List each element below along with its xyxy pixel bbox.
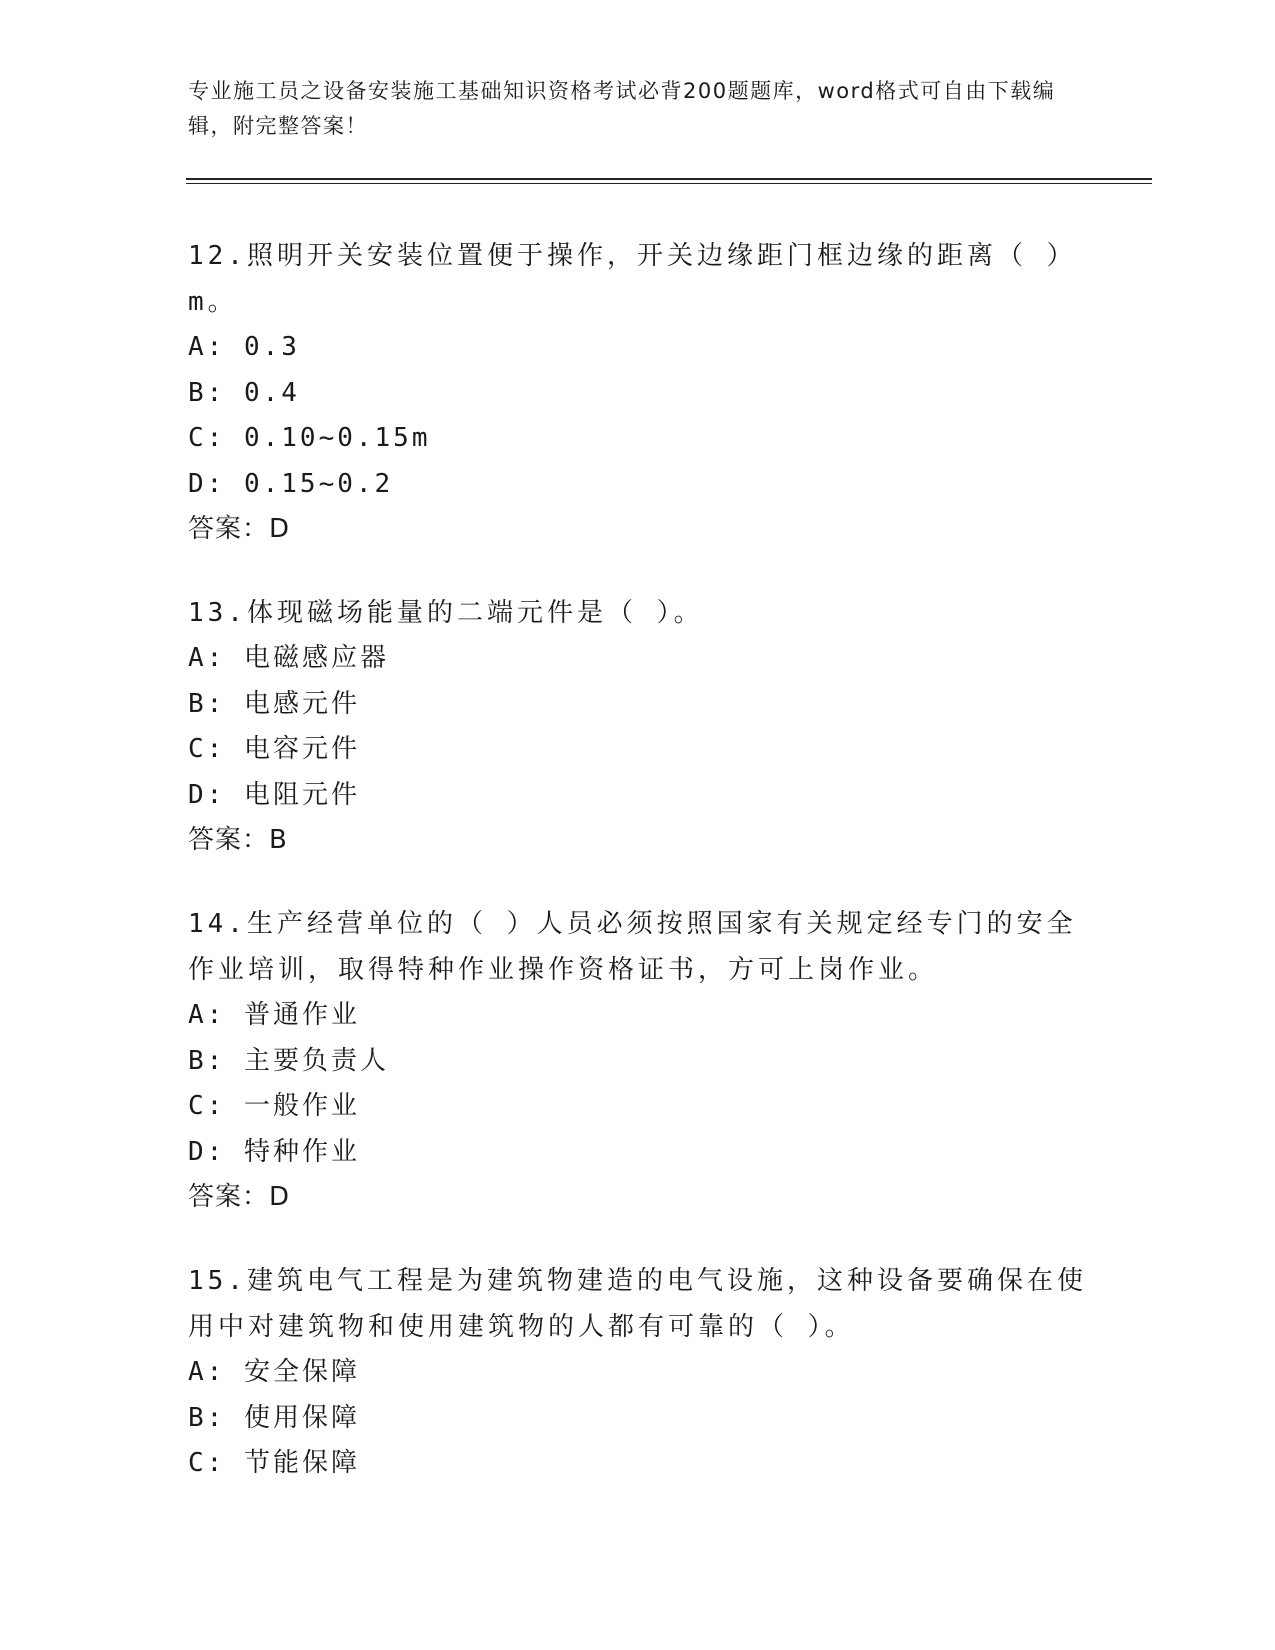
option-c: C: 一般作业 — [188, 1091, 360, 1121]
question-list — [188, 233, 1088, 1525]
question-stem: 15.建筑电气工程是为建筑物建造的电气设施，这种设备要确保在使用中对建筑物和使用建筑物的人都有可靠的（ ）。 — [188, 1266, 1087, 1342]
option-d: D: 特种作业 — [188, 1136, 360, 1167]
question-15 — [188, 1258, 1088, 1487]
question-stem: 14.生产经营单位的（ ）人员必须按照国家有关规定经专门的安全作业培训，取得特种作业操作资格证书，方可上岗作业。 — [188, 909, 1077, 985]
option-b: B: 主要负责人 — [188, 1045, 389, 1076]
question-stem: 13.体现磁场能量的二端元件是（ ）。 — [188, 598, 704, 628]
option-a: A: 0.3 — [188, 332, 300, 362]
option-a: A: 安全保障 — [188, 1357, 360, 1387]
option-a: A: 普通作业 — [188, 1000, 360, 1030]
option-c: C: 电容元件 — [188, 734, 360, 764]
question-13 — [188, 590, 1088, 863]
question-14 — [188, 901, 1088, 1220]
answer-line: 答案：B — [188, 825, 288, 855]
answer-line: 答案：D — [188, 514, 291, 544]
option-d: D: 电阻元件 — [188, 779, 360, 810]
header-divider-thick — [186, 178, 1152, 180]
option-b: B: 电感元件 — [188, 688, 360, 719]
option-d: D: 0.15~0.2 — [188, 468, 394, 499]
answer-line: 答案：D — [188, 1182, 291, 1212]
option-b: B: 使用保障 — [188, 1402, 360, 1433]
option-b: B: 0.4 — [188, 377, 300, 408]
header-divider-thin — [186, 183, 1152, 184]
option-c: C: 0.10~0.15m — [188, 423, 431, 453]
question-stem: 12.照明开关安装位置便于操作，开关边缘距门框边缘的距离（ ）m。 — [188, 241, 1077, 317]
option-c: C: 节能保障 — [188, 1448, 360, 1478]
document-header: 专业施工员之设备安装施工基础知识资格考试必背200题题库，word格式可自由下载编辑，附完整答案！ — [188, 79, 1056, 138]
question-12 — [188, 233, 1088, 552]
option-a: A: 电磁感应器 — [188, 643, 389, 673]
